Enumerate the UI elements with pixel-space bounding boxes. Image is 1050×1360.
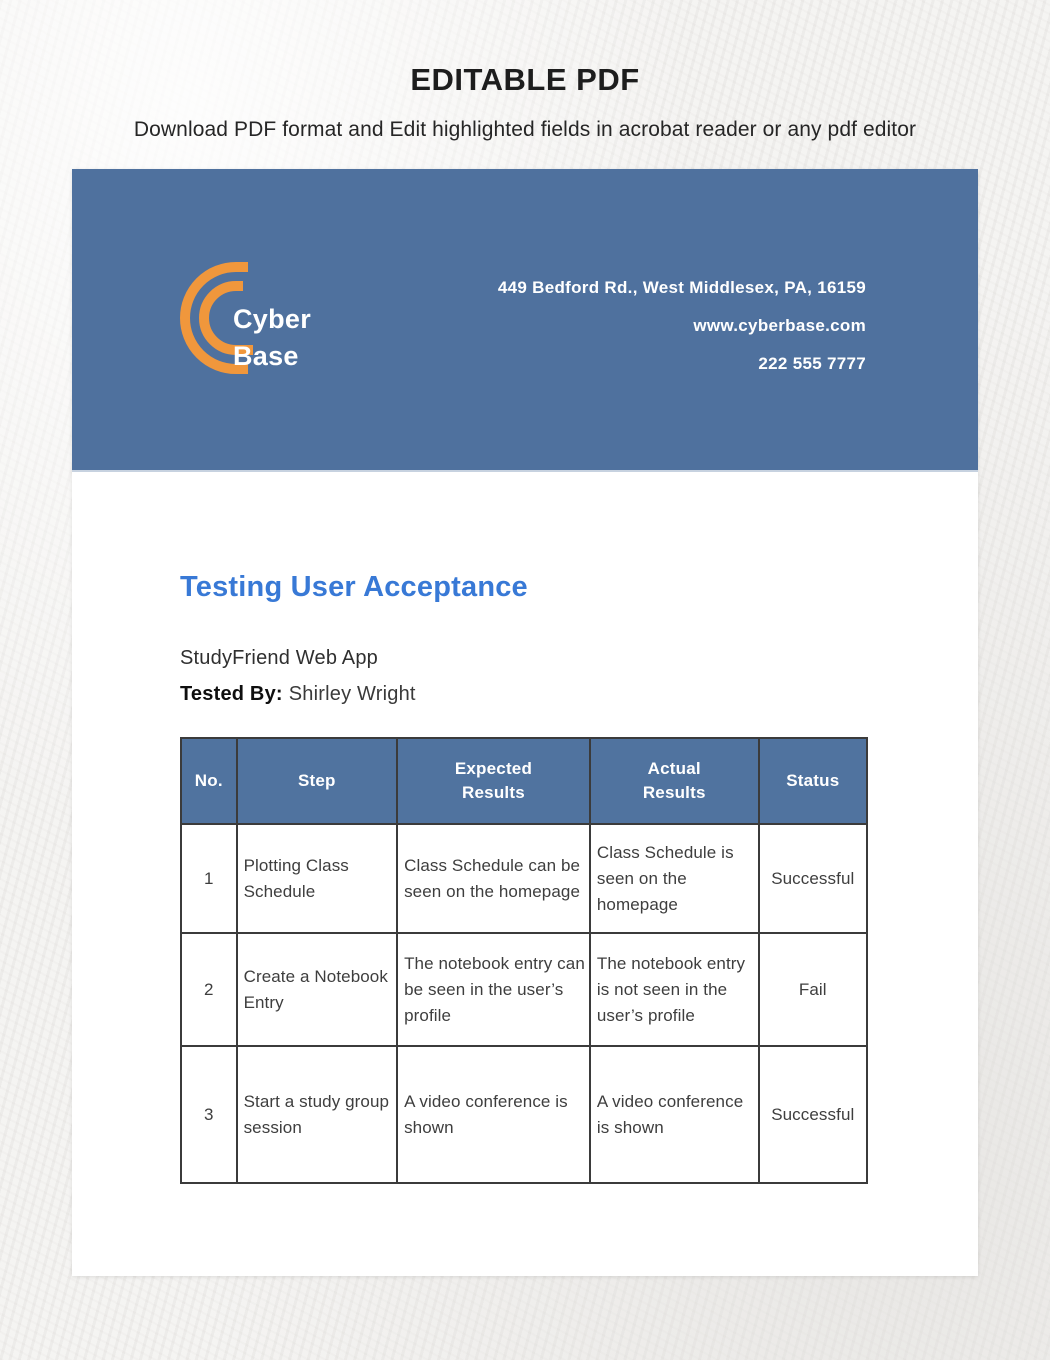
cell-step: Start a study group session [237, 1046, 398, 1183]
app-name: StudyFriend Web App [180, 647, 378, 669]
contact-info [498, 269, 866, 470]
cell-no: 1 [181, 824, 237, 933]
table-row [181, 1046, 867, 1183]
tested-by-value: Shirley Wright [288, 683, 416, 705]
column-header-actual-results: Actual Results [590, 738, 759, 824]
test-results-table [180, 737, 868, 1184]
cell-status: Successful [759, 1046, 867, 1183]
banner-subtitle: Download PDF format and Edit highlighted fields in acrobat reader or any pdf editor [133, 118, 917, 141]
cell-expected: Class Schedule can be seen on the homepage [397, 824, 590, 933]
table-row [181, 824, 867, 933]
banner-title: EDITABLE PDF [410, 62, 640, 97]
cell-expected: A video conference is shown [397, 1046, 590, 1183]
cell-no: 2 [181, 933, 237, 1046]
cell-status: Successful [759, 824, 867, 933]
tested-by-label: Tested By: [180, 683, 283, 705]
company-website: www.cyberbase.com [693, 316, 866, 335]
pdf-page [72, 169, 978, 1276]
cell-actual: Class Schedule is seen on the homepage [590, 824, 759, 933]
document-title: Testing User Acceptance [180, 571, 528, 603]
column-header-no: No. [181, 738, 237, 824]
logo-line-1: Cyber [233, 304, 312, 334]
cell-expected: The notebook entry can be seen in the user’s profile [397, 933, 590, 1046]
cyberbase-logo [176, 259, 366, 379]
column-header-status: Status [759, 738, 867, 824]
cell-step: Plotting Class Schedule [237, 824, 398, 933]
column-header-step: Step [237, 738, 398, 824]
cell-actual: A video conference is shown [590, 1046, 759, 1183]
document-body [72, 571, 978, 1184]
logo-line-2: Base [233, 341, 299, 371]
cell-actual: The notebook entry is not seen in the user’s profile [590, 933, 759, 1046]
column-header-expected-results: Expected Results [397, 738, 590, 824]
tested-by-line [180, 683, 868, 706]
company-phone: 222 555 7777 [758, 354, 866, 373]
table-row [181, 933, 867, 1046]
document-header [72, 169, 978, 472]
cell-step: Create a Notebook Entry [237, 933, 398, 1046]
table-header-row [181, 738, 867, 824]
company-address: 449 Bedford Rd., West Middlesex, PA, 16159 [497, 278, 866, 297]
cell-status: Fail [759, 933, 867, 1046]
editable-pdf-banner [0, 0, 1050, 142]
cell-no: 3 [181, 1046, 237, 1183]
logo-wordmark [233, 301, 311, 375]
